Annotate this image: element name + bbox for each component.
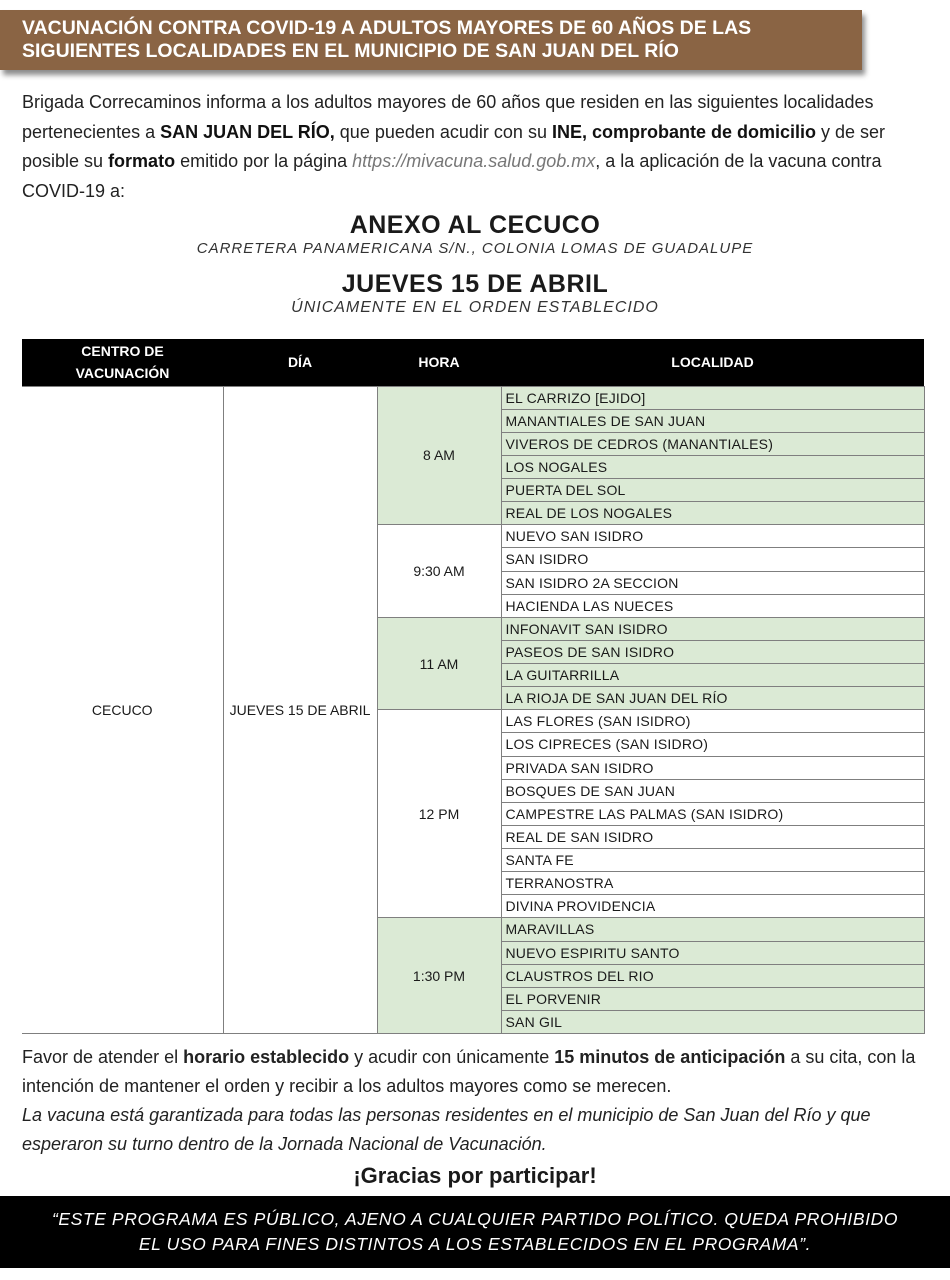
locality-cell: PUERTA DEL SOL bbox=[501, 479, 924, 502]
disclaimer-line-1: “ESTE PROGRAMA ES PÚBLICO, AJENO A CUALQUIER PARTIDO POLÍTICO. QUEDA PROHIBIDO bbox=[51, 1209, 899, 1229]
header-hour: HORA bbox=[377, 339, 501, 386]
locality-cell: INFONAVIT SAN ISIDRO bbox=[501, 617, 924, 640]
locality-cell: CLAUSTROS DEL RIO bbox=[501, 964, 924, 987]
footer-paragraph: Favor de atender el horario establecido y acudir con únicamente 15 minutos de anticipación a su cita, con la intención de mantener el orden y recibir a los adultos mayores como se merecen. La vacuna está garantizada para todas las personas residentes en el municipio de San Juan del Río y que esperaron su turno dentro de la Jornada Nacional de Vacunación. bbox=[22, 1043, 932, 1159]
hour-cell: 8 AM bbox=[377, 386, 501, 525]
intro-municipality: SAN JUAN DEL RÍO, bbox=[160, 121, 335, 142]
intro-format: formato bbox=[108, 151, 176, 171]
locality-cell: SANTA FE bbox=[501, 849, 924, 872]
date-title: JUEVES 15 DE ABRIL bbox=[341, 270, 609, 298]
vaccine-url-link[interactable]: https://mivacuna.salud.gob.mx bbox=[352, 151, 596, 171]
hour-cell: 1:30 PM bbox=[377, 918, 501, 1034]
locality-cell: LAS FLORES (SAN ISIDRO) bbox=[501, 710, 924, 733]
locality-cell: DIVINA PROVIDENCIA bbox=[501, 895, 924, 918]
intro-text: y de ser posible su bbox=[22, 121, 886, 171]
locality-cell: NUEVO ESPIRITU SANTO bbox=[501, 941, 924, 964]
locality-cell: LA RIOJA DE SAN JUAN DEL RÍO bbox=[501, 687, 924, 710]
locality-cell: HACIENDA LAS NUECES bbox=[501, 594, 924, 617]
locality-cell: SAN GIL bbox=[501, 1010, 924, 1033]
intro-text: emitido por la página bbox=[175, 151, 353, 171]
footer-schedule-emphasis: horario establecido bbox=[183, 1047, 350, 1067]
legal-disclaimer bbox=[0, 1196, 950, 1268]
guarantee-note: La vacuna está garantizada para todas las personas residentes en el municipio de San Juan del Río y que esperaron su turno dentro de la Jornada Nacional de Vacunación. bbox=[22, 1105, 871, 1154]
locality-cell: EL PORVENIR bbox=[501, 987, 924, 1010]
locality-cell: LOS CIPRECES (SAN ISIDRO) bbox=[501, 733, 924, 756]
intro-text: Brigada Correcaminos informa a los adultos mayores de 60 años que residen en las siguientes localidades pertenecientes a bbox=[22, 92, 874, 142]
thanks-message: ¡Gracias por participar! bbox=[353, 1163, 597, 1188]
intro-documents: INE, comprobante de domicilio bbox=[551, 121, 817, 142]
locality-cell: LOS NOGALES bbox=[501, 455, 924, 478]
locality-cell: SAN ISIDRO 2A SECCION bbox=[501, 571, 924, 594]
locality-cell: LA GUITARRILLA bbox=[501, 664, 924, 687]
locality-cell: MANANTIALES DE SAN JUAN bbox=[501, 409, 924, 432]
hour-cell: 9:30 AM bbox=[377, 525, 501, 618]
locality-cell: VIVEROS DE CEDROS (MANANTIALES) bbox=[501, 432, 924, 455]
locality-cell: NUEVO SAN ISIDRO bbox=[501, 525, 924, 548]
header-locality: LOCALIDAD bbox=[501, 339, 924, 386]
locality-cell: PASEOS DE SAN ISIDRO bbox=[501, 640, 924, 663]
venue-block bbox=[0, 211, 950, 257]
locality-cell: SAN ISIDRO bbox=[501, 548, 924, 571]
table-header-row bbox=[22, 339, 924, 386]
hour-cell: 11 AM bbox=[377, 617, 501, 710]
header-center: CENTRO DE VACUNACIÓN bbox=[22, 339, 223, 386]
header-day: DÍA bbox=[223, 339, 377, 386]
title-banner bbox=[0, 10, 862, 70]
locality-cell: EL CARRIZO [EJIDO] bbox=[501, 386, 924, 409]
locality-cell: BOSQUES DE SAN JUAN bbox=[501, 779, 924, 802]
order-note: ÚNICAMENTE EN EL ORDEN ESTABLECIDO bbox=[291, 299, 659, 316]
footer-minutes-emphasis: 15 minutos de anticipación bbox=[554, 1047, 786, 1067]
day-cell: JUEVES 15 DE ABRIL bbox=[223, 386, 377, 1034]
locality-cell: REAL DE LOS NOGALES bbox=[501, 502, 924, 525]
date-block bbox=[0, 270, 950, 317]
intro-paragraph bbox=[22, 88, 932, 206]
locality-cell: REAL DE SAN ISIDRO bbox=[501, 825, 924, 848]
disclaimer-line-2: EL USO PARA FINES DISTINTOS A LOS ESTABLECIDOS EN EL PROGRAMA”. bbox=[138, 1234, 812, 1254]
venue-address: CARRETERA PANAMERICANA S/N., COLONIA LOMAS DE GUADALUPE bbox=[196, 240, 754, 257]
title-line-2: SIGUIENTES LOCALIDADES EN EL MUNICIPIO DE SAN JUAN DEL RÍO bbox=[22, 40, 679, 62]
schedule-table bbox=[22, 339, 925, 1034]
title-line-1: VACUNACIÓN CONTRA COVID-19 A ADULTOS MAYORES DE 60 AÑOS DE LAS bbox=[22, 17, 752, 39]
locality-cell: TERRANOSTRA bbox=[501, 872, 924, 895]
intro-text: , a la aplicación de la vacuna contra COVID-19 a: bbox=[22, 151, 882, 201]
intro-text: que pueden acudir con su bbox=[334, 121, 552, 142]
table-row bbox=[22, 386, 924, 409]
venue-name: ANEXO AL CECUCO bbox=[349, 211, 601, 239]
vaccination-center-cell: CECUCO bbox=[22, 386, 223, 1034]
locality-cell: PRIVADA SAN ISIDRO bbox=[501, 756, 924, 779]
locality-cell: MARAVILLAS bbox=[501, 918, 924, 941]
hour-cell: 12 PM bbox=[377, 710, 501, 918]
locality-cell: CAMPESTRE LAS PALMAS (SAN ISIDRO) bbox=[501, 802, 924, 825]
